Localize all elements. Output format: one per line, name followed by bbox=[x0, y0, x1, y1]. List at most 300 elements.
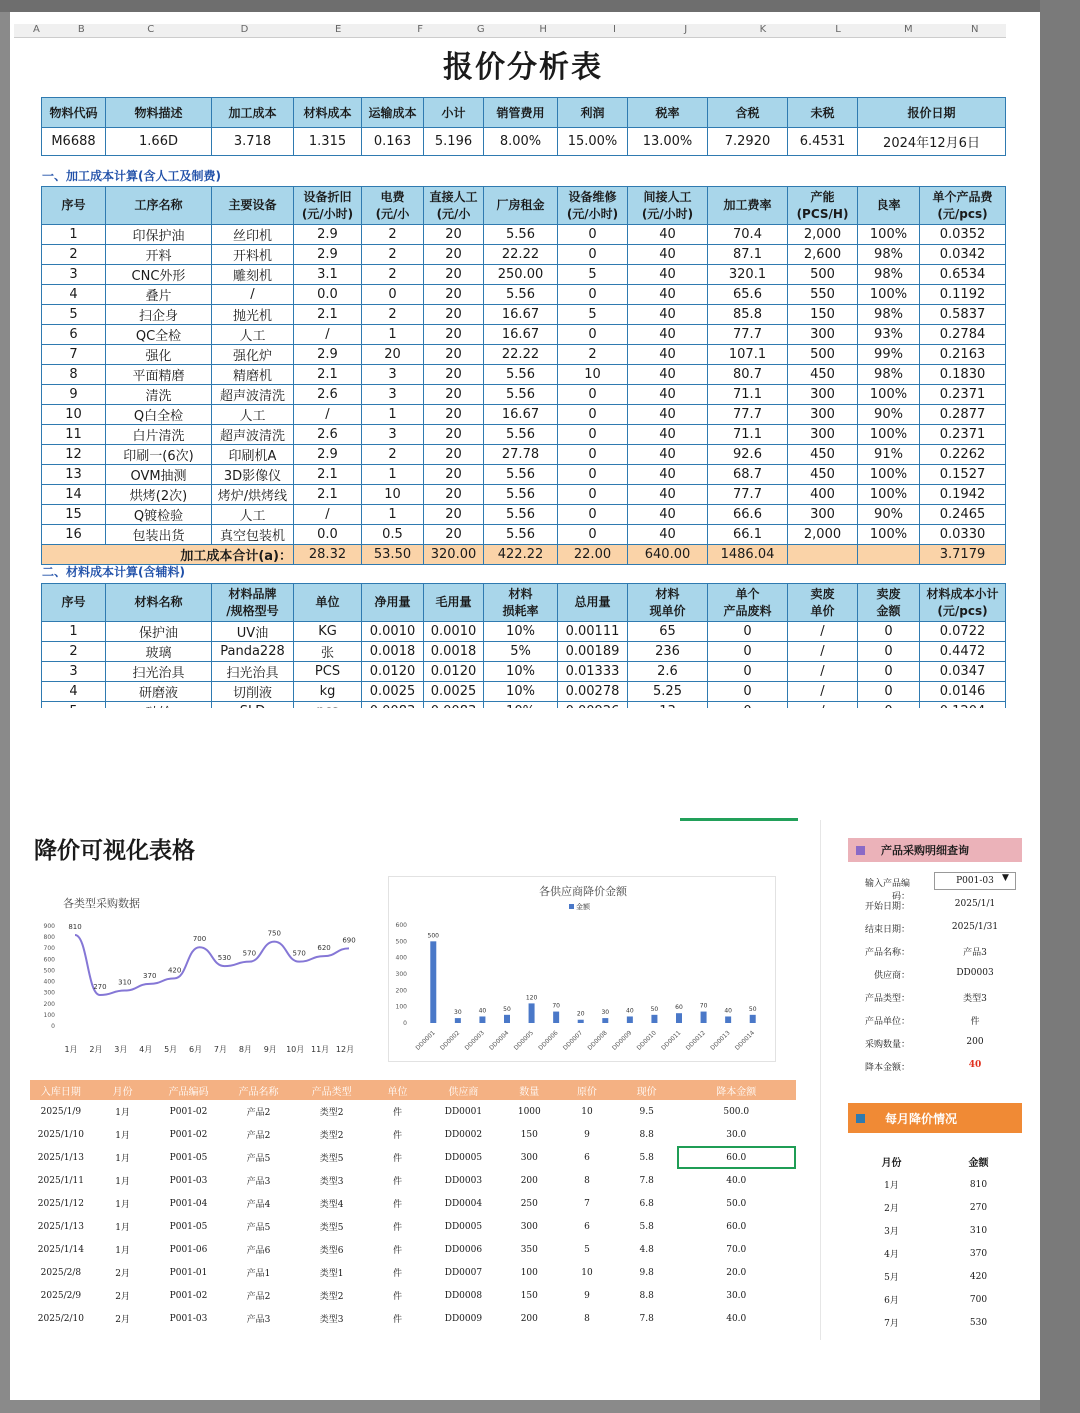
order-cell[interactable]: 2月 bbox=[115, 1292, 131, 1302]
column-letter[interactable]: M bbox=[904, 24, 913, 35]
process-cell[interactable]: 5.56 bbox=[484, 365, 558, 385]
order-cell[interactable]: 件 bbox=[393, 1154, 403, 1164]
process-cell[interactable]: 印保护油 bbox=[106, 225, 212, 245]
process-cell[interactable]: 超声波清洗 bbox=[212, 425, 294, 445]
material-cell[interactable]: 0 bbox=[708, 622, 788, 642]
process-cell[interactable]: 雕刻机 bbox=[212, 265, 294, 285]
material-cell[interactable]: 236 bbox=[628, 642, 708, 662]
process-cell[interactable]: 烘烤(2次) bbox=[106, 485, 212, 505]
process-cell[interactable]: 0.2465 bbox=[920, 505, 1006, 525]
order-cell[interactable]: DD0004 bbox=[444, 1198, 483, 1209]
material-cell[interactable]: 0 bbox=[858, 682, 920, 702]
process-cell[interactable]: 40 bbox=[628, 385, 708, 405]
process-cell[interactable]: 烤炉/烘烤线 bbox=[212, 485, 294, 505]
order-cell[interactable]: 10 bbox=[581, 1106, 593, 1117]
column-letter[interactable]: D bbox=[240, 24, 249, 35]
material-cell[interactable]: 0.0018 bbox=[362, 642, 424, 662]
material-cell[interactable]: 1 bbox=[42, 622, 106, 642]
order-cell[interactable]: 250 bbox=[520, 1198, 538, 1209]
process-cell[interactable]: 0.2371 bbox=[920, 425, 1006, 445]
process-cell[interactable]: 人工 bbox=[212, 505, 294, 525]
order-cell[interactable]: 6.8 bbox=[639, 1198, 654, 1209]
material-cell[interactable]: / bbox=[788, 662, 858, 682]
material-cell[interactable]: 4 bbox=[42, 682, 106, 702]
process-cell[interactable]: 0 bbox=[558, 465, 628, 485]
material-cell[interactable]: 扫光治具 bbox=[106, 662, 212, 682]
order-cell[interactable]: 5.8 bbox=[639, 1152, 654, 1163]
material-cell[interactable]: 10% bbox=[484, 662, 558, 682]
order-cell[interactable]: DD0007 bbox=[444, 1267, 483, 1278]
process-cell[interactable]: 0.0342 bbox=[920, 245, 1006, 265]
order-cell[interactable]: 件 bbox=[393, 1292, 403, 1302]
total-cell[interactable]: 53.50 bbox=[362, 545, 424, 565]
process-cell[interactable]: 6 bbox=[42, 325, 106, 345]
process-cell[interactable]: 40 bbox=[628, 445, 708, 465]
process-cell[interactable]: / bbox=[212, 285, 294, 305]
material-cell[interactable]: 0 bbox=[708, 642, 788, 662]
order-cell[interactable]: 8 bbox=[584, 1175, 590, 1186]
process-cell[interactable]: 450 bbox=[788, 445, 858, 465]
process-cell[interactable]: 20 bbox=[424, 325, 484, 345]
process-cell[interactable]: 2.9 bbox=[294, 445, 362, 465]
order-cell[interactable]: 类型6 bbox=[319, 1246, 344, 1256]
process-cell[interactable]: 12 bbox=[42, 445, 106, 465]
process-cell[interactable]: 5.56 bbox=[484, 505, 558, 525]
total-cell[interactable]: 3.7179 bbox=[920, 545, 1006, 565]
bar-chart-box[interactable] bbox=[388, 876, 776, 1062]
monthly-cell[interactable]: 1月 bbox=[884, 1181, 899, 1191]
process-cell[interactable]: 100% bbox=[858, 485, 920, 505]
order-cell[interactable]: 类型4 bbox=[319, 1200, 344, 1210]
process-cell[interactable]: 平面精磨 bbox=[106, 365, 212, 385]
chevron-down-icon[interactable]: ▼ bbox=[1002, 873, 1009, 883]
process-cell[interactable]: 0.0330 bbox=[920, 525, 1006, 545]
process-cell[interactable]: 20 bbox=[424, 285, 484, 305]
order-cell[interactable]: 70.0 bbox=[726, 1244, 747, 1255]
process-cell[interactable]: 40 bbox=[628, 325, 708, 345]
column-letter[interactable]: A bbox=[33, 24, 40, 35]
process-cell[interactable]: 40 bbox=[628, 265, 708, 285]
monthly-cell[interactable]: 6月 bbox=[884, 1296, 899, 1306]
order-cell[interactable]: DD0002 bbox=[444, 1129, 483, 1140]
order-cell[interactable]: 2025/1/14 bbox=[37, 1244, 84, 1255]
process-cell[interactable]: Q白全检 bbox=[106, 405, 212, 425]
process-cell[interactable]: 扫企身 bbox=[106, 305, 212, 325]
order-cell[interactable]: 200 bbox=[520, 1313, 538, 1324]
order-cell[interactable]: 300 bbox=[520, 1221, 538, 1232]
order-cell[interactable]: 类型5 bbox=[319, 1223, 344, 1233]
order-cell[interactable]: 2025/1/13 bbox=[37, 1152, 84, 1163]
monthly-cell[interactable]: 370 bbox=[969, 1248, 988, 1259]
process-cell[interactable]: 超声波清洗 bbox=[212, 385, 294, 405]
material-cell[interactable]: 0.0010 bbox=[424, 622, 484, 642]
value-cell[interactable]: 0.163 bbox=[362, 128, 424, 156]
process-cell[interactable]: 0 bbox=[558, 225, 628, 245]
process-cell[interactable]: 0 bbox=[558, 245, 628, 265]
process-cell[interactable]: 2 bbox=[362, 225, 424, 245]
monthly-cell[interactable]: 2月 bbox=[884, 1204, 899, 1214]
order-cell[interactable]: 产品3 bbox=[246, 1315, 271, 1325]
process-cell[interactable]: 300 bbox=[788, 425, 858, 445]
process-cell[interactable]: 40 bbox=[628, 305, 708, 325]
material-cell[interactable]: 10% bbox=[484, 682, 558, 702]
process-cell[interactable]: 9 bbox=[42, 385, 106, 405]
total-cell[interactable]: 640.00 bbox=[628, 545, 708, 565]
order-cell[interactable]: 350 bbox=[520, 1244, 538, 1255]
process-cell[interactable]: 精磨机 bbox=[212, 365, 294, 385]
total-cell[interactable]: 1486.04 bbox=[708, 545, 788, 565]
order-cell[interactable]: 150 bbox=[520, 1290, 538, 1301]
process-cell[interactable]: 16 bbox=[42, 525, 106, 545]
process-cell[interactable]: 20 bbox=[424, 365, 484, 385]
material-cell[interactable]: 0 bbox=[708, 682, 788, 702]
order-cell[interactable]: 2025/1/9 bbox=[40, 1106, 82, 1117]
process-cell[interactable]: 20 bbox=[424, 405, 484, 425]
material-cell[interactable]: 5.25 bbox=[628, 682, 708, 702]
order-cell[interactable]: 件 bbox=[393, 1108, 403, 1118]
process-cell[interactable]: OVM抽测 bbox=[106, 465, 212, 485]
order-cell[interactable]: 产品5 bbox=[246, 1154, 271, 1164]
order-cell[interactable]: 10 bbox=[581, 1267, 593, 1278]
process-cell[interactable]: 450 bbox=[788, 465, 858, 485]
process-cell[interactable]: 300 bbox=[788, 505, 858, 525]
monthly-cell[interactable]: 3月 bbox=[884, 1227, 899, 1237]
process-cell[interactable]: 40 bbox=[628, 225, 708, 245]
order-cell[interactable]: 150 bbox=[520, 1129, 538, 1140]
monthly-cell[interactable]: 5月 bbox=[884, 1273, 899, 1283]
process-cell[interactable]: 白片清洗 bbox=[106, 425, 212, 445]
column-letter[interactable]: G bbox=[476, 24, 485, 35]
material-cell[interactable]: 切削液 bbox=[212, 682, 294, 702]
value-cell[interactable]: 13.00% bbox=[628, 128, 708, 156]
process-cell[interactable]: 14 bbox=[42, 485, 106, 505]
material-cell[interactable]: 0.0120 bbox=[362, 662, 424, 682]
order-cell[interactable]: DD0003 bbox=[444, 1175, 483, 1186]
order-cell[interactable]: 5.8 bbox=[639, 1221, 654, 1232]
process-cell[interactable]: 40 bbox=[628, 525, 708, 545]
process-cell[interactable]: 5 bbox=[42, 305, 106, 325]
process-cell[interactable]: 5.56 bbox=[484, 465, 558, 485]
order-cell[interactable]: P001-02 bbox=[169, 1290, 208, 1301]
value-cell[interactable]: 15.00% bbox=[558, 128, 628, 156]
order-cell[interactable]: 4.8 bbox=[639, 1244, 654, 1255]
material-cell[interactable]: 10% bbox=[484, 622, 558, 642]
process-cell[interactable]: CNC外形 bbox=[106, 265, 212, 285]
total-cell[interactable]: 320.00 bbox=[424, 545, 484, 565]
material-cell[interactable]: 0.00111 bbox=[558, 622, 628, 642]
material-cell[interactable]: 0.4472 bbox=[920, 642, 1006, 662]
process-cell[interactable]: 3D影像仪 bbox=[212, 465, 294, 485]
order-cell[interactable]: DD0005 bbox=[444, 1152, 483, 1163]
process-cell[interactable]: 2 bbox=[362, 445, 424, 465]
order-cell[interactable]: 7.8 bbox=[639, 1175, 654, 1186]
process-cell[interactable]: 3 bbox=[42, 265, 106, 285]
process-cell[interactable]: 2,600 bbox=[788, 245, 858, 265]
material-cell[interactable]: 扫光治具 bbox=[212, 662, 294, 682]
process-cell[interactable]: 0 bbox=[362, 285, 424, 305]
order-cell[interactable]: 1月 bbox=[115, 1131, 131, 1141]
process-cell[interactable]: 40 bbox=[628, 485, 708, 505]
process-cell[interactable]: Q镀检验 bbox=[106, 505, 212, 525]
process-cell[interactable]: 400 bbox=[788, 485, 858, 505]
order-cell[interactable]: DD0008 bbox=[444, 1290, 483, 1301]
material-cell[interactable]: 0.0722 bbox=[920, 622, 1006, 642]
process-cell[interactable]: 清洗 bbox=[106, 385, 212, 405]
material-cell[interactable]: UV油 bbox=[212, 622, 294, 642]
order-cell[interactable]: P001-04 bbox=[169, 1198, 208, 1209]
process-cell[interactable]: 人工 bbox=[212, 405, 294, 425]
process-cell[interactable]: 5.56 bbox=[484, 385, 558, 405]
process-cell[interactable]: 100% bbox=[858, 425, 920, 445]
process-cell[interactable]: 0.2784 bbox=[920, 325, 1006, 345]
order-cell[interactable]: P001-03 bbox=[169, 1175, 208, 1186]
order-cell[interactable]: 产品2 bbox=[246, 1131, 271, 1141]
process-cell[interactable]: 2.9 bbox=[294, 225, 362, 245]
order-cell[interactable]: 9 bbox=[584, 1129, 590, 1140]
order-cell[interactable]: 300 bbox=[520, 1152, 538, 1163]
order-cell[interactable]: 8.8 bbox=[639, 1290, 654, 1301]
process-cell[interactable]: 4 bbox=[42, 285, 106, 305]
process-cell[interactable]: 2,000 bbox=[788, 225, 858, 245]
process-cell[interactable]: 40 bbox=[628, 285, 708, 305]
process-cell[interactable]: 20 bbox=[424, 445, 484, 465]
order-cell[interactable]: 50.0 bbox=[726, 1198, 747, 1209]
process-cell[interactable]: 20 bbox=[424, 245, 484, 265]
process-cell[interactable]: 5.56 bbox=[484, 525, 558, 545]
process-cell[interactable]: 20 bbox=[424, 265, 484, 285]
order-cell[interactable]: P001-02 bbox=[169, 1106, 208, 1117]
order-cell[interactable]: 件 bbox=[393, 1246, 403, 1256]
process-cell[interactable]: 100% bbox=[858, 385, 920, 405]
value-cell[interactable]: 7.2920 bbox=[708, 128, 788, 156]
order-cell[interactable]: 2025/2/9 bbox=[40, 1290, 82, 1301]
process-cell[interactable]: 8 bbox=[42, 365, 106, 385]
process-cell[interactable]: 98% bbox=[858, 305, 920, 325]
process-cell[interactable]: 20 bbox=[424, 385, 484, 405]
monthly-cell[interactable]: 4月 bbox=[884, 1250, 899, 1260]
material-cell[interactable]: 3 bbox=[42, 662, 106, 682]
order-cell[interactable]: 20.0 bbox=[726, 1267, 747, 1278]
process-cell[interactable]: 3 bbox=[362, 365, 424, 385]
process-cell[interactable]: 20 bbox=[362, 345, 424, 365]
process-cell[interactable]: 100% bbox=[858, 525, 920, 545]
value-cell[interactable]: 6.4531 bbox=[788, 128, 858, 156]
material-cell[interactable]: / bbox=[788, 622, 858, 642]
process-cell[interactable]: 5.56 bbox=[484, 425, 558, 445]
material-cell[interactable]: 0.00189 bbox=[558, 642, 628, 662]
order-cell[interactable]: 类型3 bbox=[319, 1177, 344, 1187]
order-cell[interactable]: 8 bbox=[584, 1313, 590, 1324]
material-cell[interactable]: 0.0146 bbox=[920, 682, 1006, 702]
material-cell[interactable]: 2.6 bbox=[628, 662, 708, 682]
process-cell[interactable]: 5.56 bbox=[484, 225, 558, 245]
process-cell[interactable]: 77.7 bbox=[708, 485, 788, 505]
process-cell[interactable]: 2 bbox=[362, 305, 424, 325]
process-cell[interactable]: 250.00 bbox=[484, 265, 558, 285]
order-cell[interactable]: 2月 bbox=[115, 1315, 131, 1325]
order-cell[interactable]: 6 bbox=[584, 1152, 590, 1163]
order-cell[interactable]: P001-01 bbox=[169, 1267, 208, 1278]
process-cell[interactable]: 0 bbox=[558, 445, 628, 465]
order-cell[interactable]: 30.0 bbox=[726, 1129, 747, 1140]
order-cell[interactable]: 类型2 bbox=[319, 1108, 344, 1118]
process-cell[interactable]: 300 bbox=[788, 385, 858, 405]
process-cell[interactable]: 2.1 bbox=[294, 365, 362, 385]
monthly-cell[interactable]: 310 bbox=[969, 1225, 988, 1236]
process-cell[interactable]: 300 bbox=[788, 325, 858, 345]
process-cell[interactable]: / bbox=[294, 405, 362, 425]
material-cell[interactable]: / bbox=[788, 682, 858, 702]
process-cell[interactable]: 0.5837 bbox=[920, 305, 1006, 325]
process-cell[interactable]: 550 bbox=[788, 285, 858, 305]
process-cell[interactable]: 0.2877 bbox=[920, 405, 1006, 425]
order-cell[interactable]: P001-03 bbox=[169, 1313, 208, 1324]
order-cell[interactable]: 5 bbox=[584, 1244, 590, 1255]
process-cell[interactable]: 0.1942 bbox=[920, 485, 1006, 505]
order-cell[interactable]: 类型2 bbox=[319, 1131, 344, 1141]
column-letter[interactable]: K bbox=[759, 24, 767, 35]
order-cell[interactable]: 产品2 bbox=[246, 1108, 271, 1118]
order-cell[interactable]: 1月 bbox=[115, 1108, 131, 1118]
process-cell[interactable]: 20 bbox=[424, 345, 484, 365]
order-cell[interactable]: 200 bbox=[520, 1175, 538, 1186]
order-cell[interactable]: 件 bbox=[393, 1177, 403, 1187]
order-cell[interactable]: 1月 bbox=[115, 1246, 131, 1256]
material-cell[interactable]: 玻璃 bbox=[106, 642, 212, 662]
process-cell[interactable]: 80.7 bbox=[708, 365, 788, 385]
order-cell[interactable]: 500.0 bbox=[723, 1106, 750, 1117]
process-cell[interactable]: 99% bbox=[858, 345, 920, 365]
order-cell[interactable]: P001-05 bbox=[169, 1152, 208, 1163]
process-cell[interactable]: 2.9 bbox=[294, 245, 362, 265]
process-cell[interactable]: 叠片 bbox=[106, 285, 212, 305]
order-cell[interactable]: 7 bbox=[584, 1198, 590, 1209]
total-cell[interactable] bbox=[788, 545, 858, 565]
process-cell[interactable]: 20 bbox=[424, 465, 484, 485]
material-cell[interactable]: 0 bbox=[858, 622, 920, 642]
material-cell[interactable]: 张 bbox=[294, 642, 362, 662]
material-cell[interactable]: 65 bbox=[628, 622, 708, 642]
material-cell[interactable]: 0 bbox=[858, 642, 920, 662]
process-cell[interactable]: 7 bbox=[42, 345, 106, 365]
process-cell[interactable]: QC全检 bbox=[106, 325, 212, 345]
column-letter[interactable]: C bbox=[147, 24, 155, 35]
process-cell[interactable]: 开料机 bbox=[212, 245, 294, 265]
process-cell[interactable]: 98% bbox=[858, 365, 920, 385]
process-cell[interactable]: 2.1 bbox=[294, 485, 362, 505]
order-cell[interactable]: 类型3 bbox=[319, 1315, 344, 1325]
process-cell[interactable]: 40 bbox=[628, 465, 708, 485]
material-cell[interactable]: Panda228 bbox=[212, 642, 294, 662]
order-cell[interactable]: 产品5 bbox=[246, 1223, 271, 1233]
process-cell[interactable]: 3 bbox=[362, 425, 424, 445]
process-cell[interactable]: 10 bbox=[362, 485, 424, 505]
material-cell[interactable]: 0.0347 bbox=[920, 662, 1006, 682]
process-cell[interactable]: 0 bbox=[558, 385, 628, 405]
process-cell[interactable]: 3 bbox=[362, 385, 424, 405]
monthly-cell[interactable]: 270 bbox=[969, 1202, 988, 1213]
value-cell[interactable]: 2024年12月6日 bbox=[858, 128, 1006, 156]
material-cell[interactable]: 0.0025 bbox=[424, 682, 484, 702]
order-cell[interactable]: 2025/1/12 bbox=[37, 1198, 84, 1209]
order-cell[interactable]: 2025/2/8 bbox=[40, 1267, 82, 1278]
order-cell[interactable]: 40.0 bbox=[726, 1313, 747, 1324]
process-cell[interactable]: 人工 bbox=[212, 325, 294, 345]
column-letter[interactable]: I bbox=[612, 24, 616, 35]
process-cell[interactable]: 87.1 bbox=[708, 245, 788, 265]
process-cell[interactable]: 65.6 bbox=[708, 285, 788, 305]
process-cell[interactable]: 20 bbox=[424, 525, 484, 545]
process-cell[interactable]: 2 bbox=[362, 245, 424, 265]
process-cell[interactable]: 0.5 bbox=[362, 525, 424, 545]
process-cell[interactable]: 93% bbox=[858, 325, 920, 345]
process-cell[interactable]: 66.1 bbox=[708, 525, 788, 545]
order-cell[interactable]: 40.0 bbox=[726, 1175, 747, 1186]
process-cell[interactable]: 100% bbox=[858, 285, 920, 305]
order-cell[interactable]: 产品4 bbox=[246, 1200, 271, 1210]
value-cell[interactable]: 8.00% bbox=[484, 128, 558, 156]
process-cell[interactable]: 100% bbox=[858, 465, 920, 485]
total-cell[interactable]: 28.32 bbox=[294, 545, 362, 565]
order-cell[interactable]: 30.0 bbox=[726, 1290, 747, 1301]
column-letter[interactable]: J bbox=[684, 24, 688, 35]
total-cell[interactable]: 22.00 bbox=[558, 545, 628, 565]
order-cell[interactable]: 9.8 bbox=[639, 1267, 654, 1278]
process-cell[interactable]: 16.67 bbox=[484, 305, 558, 325]
order-cell[interactable]: 件 bbox=[393, 1269, 403, 1279]
process-cell[interactable]: 40 bbox=[628, 405, 708, 425]
material-cell[interactable]: 0.00278 bbox=[558, 682, 628, 702]
process-cell[interactable]: 500 bbox=[788, 265, 858, 285]
order-cell[interactable]: 件 bbox=[393, 1131, 403, 1141]
process-cell[interactable]: 107.1 bbox=[708, 345, 788, 365]
process-cell[interactable]: 20 bbox=[424, 425, 484, 445]
order-cell[interactable]: 60.0 bbox=[726, 1221, 747, 1232]
process-cell[interactable]: 40 bbox=[628, 425, 708, 445]
process-cell[interactable]: 0 bbox=[558, 425, 628, 445]
process-cell[interactable]: 真空包装机 bbox=[212, 525, 294, 545]
column-letter[interactable]: L bbox=[835, 24, 841, 35]
order-cell[interactable]: DD0006 bbox=[444, 1244, 483, 1255]
order-cell[interactable]: P001-06 bbox=[169, 1244, 208, 1255]
order-cell[interactable]: 产品2 bbox=[246, 1292, 271, 1302]
process-cell[interactable]: 2.9 bbox=[294, 345, 362, 365]
material-cell[interactable]: 研磨液 bbox=[106, 682, 212, 702]
monthly-cell[interactable]: 810 bbox=[969, 1179, 988, 1190]
process-cell[interactable]: 1 bbox=[362, 405, 424, 425]
process-cell[interactable]: 强化炉 bbox=[212, 345, 294, 365]
value-cell[interactable]: 1.66D bbox=[106, 128, 212, 156]
product-code-select[interactable]: P001-03 bbox=[934, 872, 1016, 890]
process-cell[interactable]: 68.7 bbox=[708, 465, 788, 485]
order-cell[interactable]: 7.8 bbox=[639, 1313, 654, 1324]
column-letter[interactable]: B bbox=[77, 24, 85, 35]
process-cell[interactable]: 500 bbox=[788, 345, 858, 365]
process-cell[interactable]: 0 bbox=[558, 325, 628, 345]
process-cell[interactable]: / bbox=[294, 325, 362, 345]
process-cell[interactable]: 2 bbox=[558, 345, 628, 365]
order-cell[interactable]: 6 bbox=[584, 1221, 590, 1232]
column-letter[interactable]: H bbox=[539, 24, 547, 35]
order-cell[interactable]: DD0005 bbox=[444, 1221, 483, 1232]
process-cell[interactable]: 85.8 bbox=[708, 305, 788, 325]
process-cell[interactable]: 22.22 bbox=[484, 345, 558, 365]
process-cell[interactable]: 20 bbox=[424, 225, 484, 245]
order-cell[interactable]: 8.8 bbox=[639, 1129, 654, 1140]
process-cell[interactable]: 5 bbox=[558, 305, 628, 325]
process-cell[interactable]: 100% bbox=[858, 225, 920, 245]
order-cell[interactable]: P001-05 bbox=[169, 1221, 208, 1232]
